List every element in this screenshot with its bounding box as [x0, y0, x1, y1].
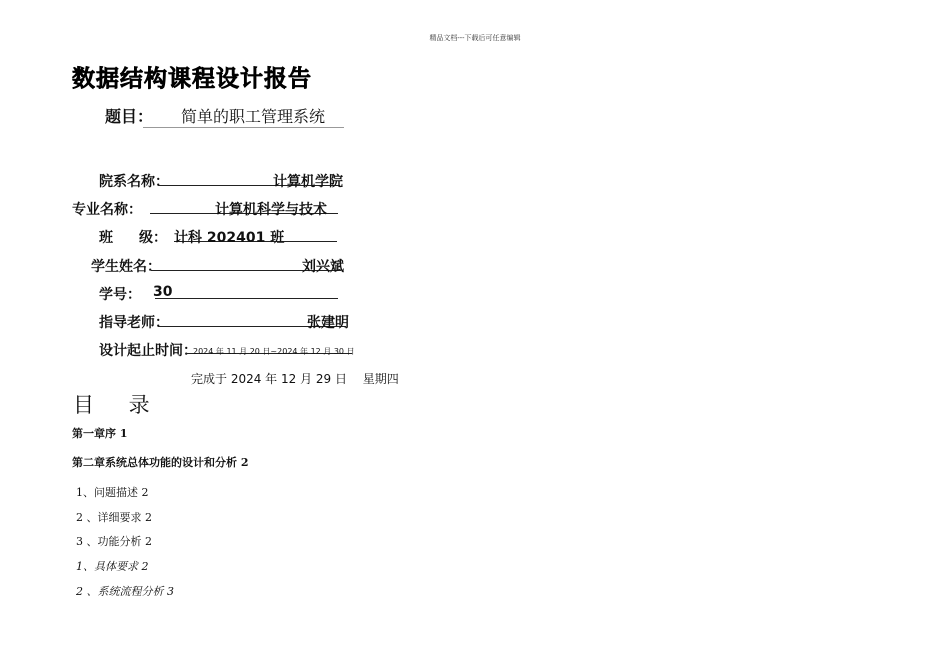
student-id-label: 学号：	[99, 287, 141, 303]
report-title: 数据结构课程设计报告	[72, 66, 312, 92]
advisor-label: 指导老师：	[99, 315, 169, 331]
department-label: 院系名称：	[99, 174, 169, 190]
toc-item: 2 、详细要求 2	[76, 511, 152, 524]
class-value: 计科 202401 班	[174, 230, 285, 246]
header-note: 精品文档---下载后可任意编辑	[429, 34, 521, 42]
completion-date: 完成于 2024 年 12 月 29 日 星期四	[191, 372, 399, 386]
student-value: 刘兴斌	[302, 259, 344, 275]
student-label: 学生姓名：	[91, 259, 161, 275]
toc-item: 第二章系统总体功能的设计和分析 2	[72, 456, 249, 469]
toc-title: 目 录	[73, 393, 164, 417]
advisor-value: 张建明	[307, 315, 349, 331]
toc-item: 1、具体要求 2	[76, 560, 149, 573]
student-id-value: 30	[153, 284, 173, 300]
toc-item: 第一章序 1	[72, 427, 128, 440]
toc-item: 1、问题描述 2	[76, 486, 149, 499]
topic-label: 题目：	[105, 107, 154, 126]
topic-value: 简单的职工管理系统	[143, 104, 344, 128]
major-label: 专业名称：	[72, 202, 142, 218]
period-label: 设计起止时间：	[99, 343, 197, 359]
toc-item: 2 、系统流程分析 3	[76, 585, 174, 598]
class-label-b: 级：	[139, 230, 167, 246]
department-value: 计算机学院	[273, 174, 343, 190]
major-value: 计算机科学与技术	[215, 202, 327, 218]
student-id-underline	[155, 298, 338, 299]
class-label-a: 班	[99, 230, 113, 246]
period-value: 2024 年 11 月 20 日~2024 年 12 月 30 日	[193, 347, 355, 356]
toc-item: 3 、功能分析 2	[76, 535, 152, 548]
